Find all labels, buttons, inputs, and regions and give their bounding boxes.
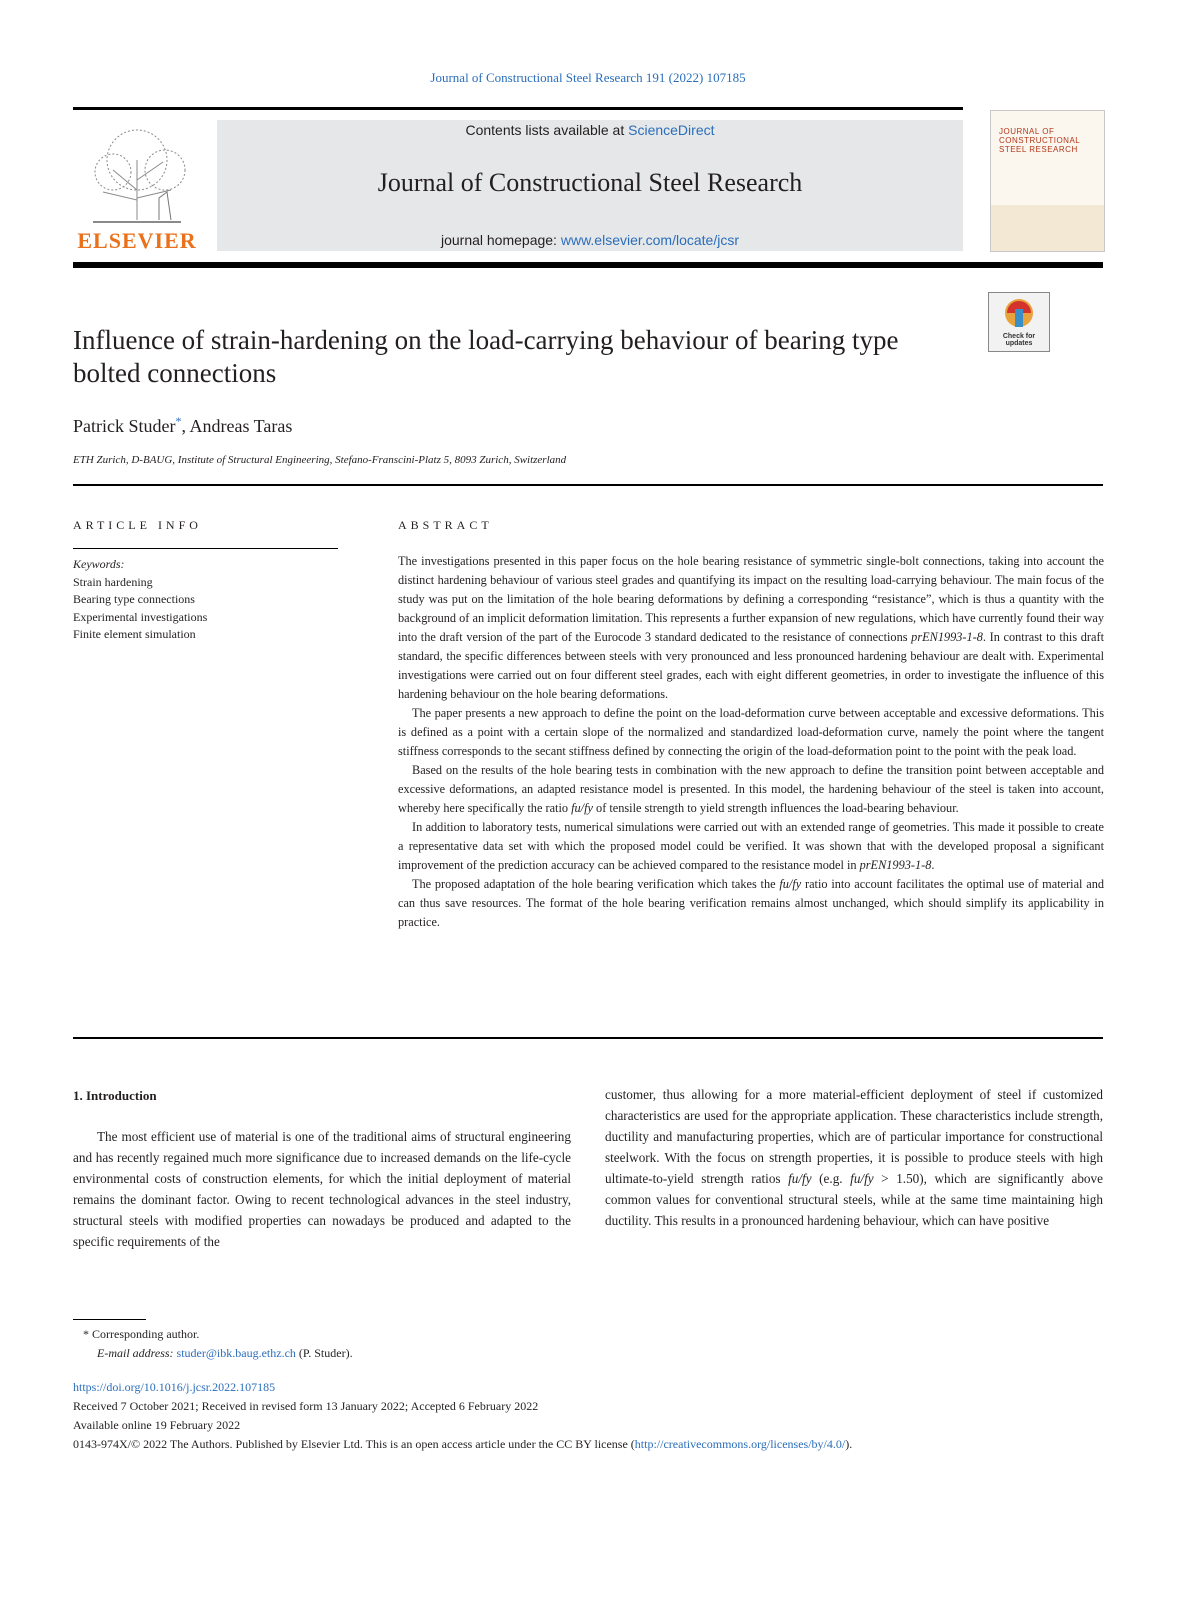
intro-right-column xyxy=(605,1084,1103,1231)
sciencedirect-link[interactable]: ScienceDirect xyxy=(628,122,715,138)
corresponding-author-note: * Corresponding author. xyxy=(83,1327,200,1341)
keywords-label: Keywords: xyxy=(73,557,125,571)
keyword-item: Bearing type connections xyxy=(73,592,195,606)
abstract-paragraph: In addition to laboratory tests, numerical simulations were carried out with an extended range of geometries. This made it possible to create a representative data set with which the proposed model could be verified. It was shown that with the developed proposal a significant improvement of the prediction accuracy can be achieved compared to the resistance model in prEN1993-1-8. xyxy=(398,820,1104,872)
abstract-rule xyxy=(73,1037,1103,1039)
email-label: E-mail address: xyxy=(97,1346,177,1360)
journal-cover-thumbnail[interactable] xyxy=(990,110,1105,252)
intro-paragraph: The most efficient use of material is one of the traditional aims of structural engineering and has recently regained much more significance due to increased demands on the life-cycle environmental costs of construction elements, for which the initial deployment of material remains the dominant factor. Owing to recent technological advances in the steel industry, structural steels with modified properties can nowadays be produced and adapted to the specific requirements of the xyxy=(73,1129,571,1249)
crossmark-icon xyxy=(989,293,1049,333)
journal-citation[interactable]: Journal of Constructional Steel Research 191 (2022) 107185 xyxy=(430,70,746,85)
keyword-item: Finite element simulation xyxy=(73,627,196,641)
homepage-prefix: journal homepage: xyxy=(440,232,561,248)
affiliation: ETH Zurich, D-BAUG, Institute of Structural Engineering, Stefano-Franscini-Platz 5, 8093 Zurich, Switzerland xyxy=(73,454,567,466)
intro-paragraph-continued: customer, thus allowing for a more material-efficient deployment of steel if customized characteristics are used for the appropriate application. These characteristics include strength, ductility and manufacturing properties, which are of particular importance for constructional steelwork. With the focus on strength properties, it is possible to produce steels with high ultimate-to-yield strength ratios fu/fy (e.g. fu/fy > 1.50), which are significantly above common values for conventional structural steels, while at the same time maintaining high ductility. This results in a pronounced hardening behaviour, which can have positive xyxy=(605,1087,1103,1228)
abstract-paragraph: Based on the results of the hole bearing tests in combination with the new approach to define the transition point between acceptable and excessive deformations, an adapted resistance model is presented. In this model, the hardening behaviour of the steel is taken into account, whereby here specifically the ratio fu/fy of tensile strength to yield strength influences the load-bearing behaviour. xyxy=(398,763,1104,815)
contents-line xyxy=(217,122,963,138)
author-list xyxy=(73,414,292,437)
keyword-item: Strain hardening xyxy=(73,574,153,589)
publication-details xyxy=(73,1378,1123,1454)
author-studer: Patrick Studer xyxy=(73,416,176,436)
doi-link[interactable]: https://doi.org/10.1016/j.jcsr.2022.107185 xyxy=(73,1380,276,1394)
abstract-paragraph: The investigations presented in this paper focus on the hole bearing resistance of symmetric single-bolt connections, taking into account the distinct hardening behaviour of various steel grades and quantifying its impact on the resulting load-carrying behaviour. The main focus of the study was put on the limitation of the hole bearing deformations by defining a corresponding “resistance”, which is thus a quantity with the background of an implicit deformation limitation. This represents a further expansion of new regulations, which have currently found their way into the draft version of the part of the Eurocode 3 standard dedicated to the resistance of connections prEN1993-1-8. In contrast to this draft standard, the specific differences between steels with very pronounced and less pronounced hardening behaviour are dealt with. Experimental investigations were carried out on four different steel grades, each with eight different geometries, in order to investigate the influence of this hardening behaviour on the hole bearing deformations. xyxy=(398,554,1104,701)
keywords-block xyxy=(73,556,207,644)
abstract-body xyxy=(398,552,1104,932)
email-suffix: (P. Studer). xyxy=(295,1346,353,1360)
journal-name: Journal of Constructional Steel Research xyxy=(377,168,803,197)
keyword-item: Experimental investigations xyxy=(73,609,208,624)
contents-prefix: Contents lists available at xyxy=(465,122,629,138)
cover-title: JOURNAL OF CONSTRUCTIONAL STEEL RESEARCH xyxy=(999,127,1080,154)
footnote xyxy=(73,1325,353,1363)
article-info-rule xyxy=(73,548,338,549)
homepage-line xyxy=(217,232,963,248)
author-separator: , xyxy=(181,416,190,436)
crossmark-badge[interactable] xyxy=(988,292,1050,352)
intro-left-column xyxy=(73,1126,571,1252)
received-dates: Received 7 October 2021; Received in revised form 13 January 2022; Accepted 6 February 2022 xyxy=(73,1399,539,1413)
footnote-rule xyxy=(73,1319,146,1320)
cover-bottom-band xyxy=(991,205,1104,251)
introduction-heading: 1. Introduction xyxy=(73,1088,157,1103)
email-link[interactable]: studer@ibk.baug.ethz.ch xyxy=(176,1346,296,1360)
article-info-heading: ARTICLE INFO xyxy=(73,518,202,532)
author-taras: Andreas Taras xyxy=(189,416,293,436)
title-block-rule xyxy=(73,484,1103,486)
crossmark-label: Check for updates xyxy=(1002,333,1036,347)
available-online: Available online 19 February 2022 xyxy=(73,1418,241,1432)
elsevier-wordmark: ELSEVIER xyxy=(77,228,197,253)
header-rule xyxy=(73,107,963,110)
license-link[interactable]: http://creativecommons.org/licenses/by/4.0/ xyxy=(634,1437,846,1451)
article-title: Influence of strain-hardening on the load-carrying behaviour of bearing type bolted connections xyxy=(73,325,899,388)
abstract-heading: ABSTRACT xyxy=(398,518,493,532)
abstract-paragraph: The paper presents a new approach to define the point on the load-deformation curve between acceptable and excessive deformations. This is defined as a point with a certain slope of the normalized and standardized load-deformation curve, namely the point where the tangent stiffness corresponds to the secant stiffness defined by connecting the origin of the load-deformation point to the point with the peak load. xyxy=(398,706,1104,758)
abstract-paragraph: The proposed adaptation of the hole bearing verification which takes the fu/fy ratio into account facilitates the optimal use of material and can thus save resources. The format of the hole bearing verification remains almost unchanged, which should simplify its applicability in practice. xyxy=(398,877,1105,929)
email-line xyxy=(73,1344,353,1363)
header-thick-rule xyxy=(73,262,1103,268)
homepage-link[interactable]: www.elsevier.com/locate/jcsr xyxy=(560,232,740,248)
license-line: 0143-974X/© 2022 The Authors. Published by Elsevier Ltd. This is an open access article under the CC BY license (http://creativecommons.org/licenses/by/4.0/). xyxy=(73,1437,853,1451)
corresponding-author-mark[interactable]: * xyxy=(175,414,182,428)
